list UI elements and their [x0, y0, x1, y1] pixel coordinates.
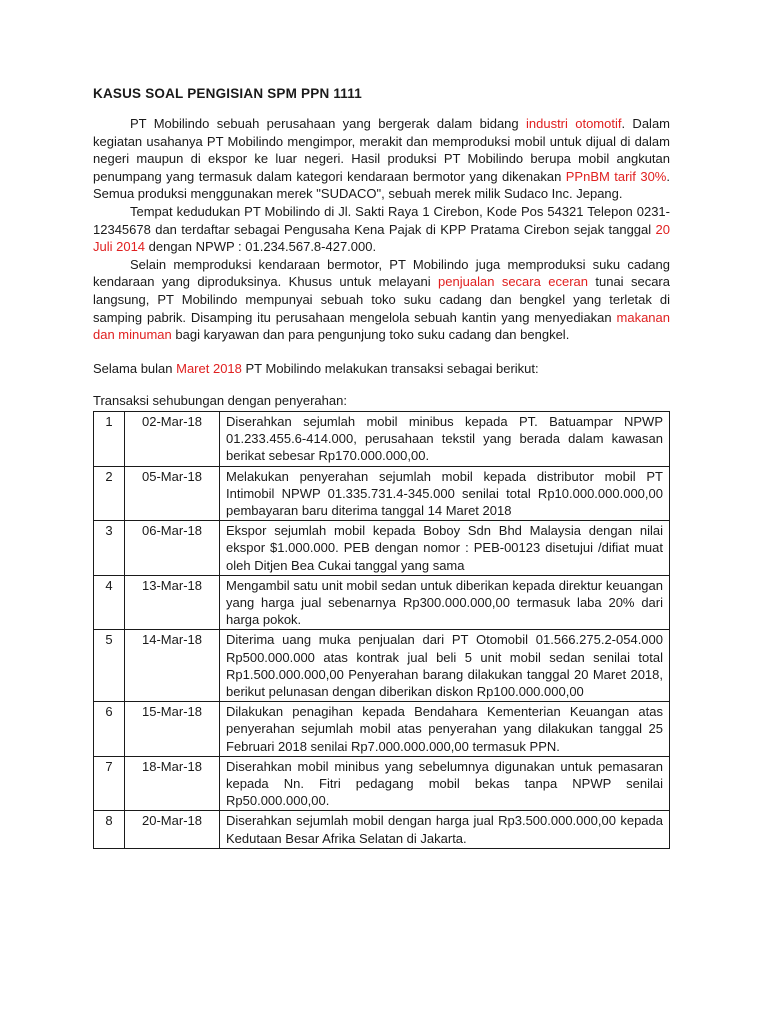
- text-segment: Selama bulan: [93, 360, 177, 376]
- transaction-description-cell: Diserahkan sejumlah mobil minibus kepada PT. Batuampar NPWP 01.233.455.6-414.000, perusahaan tekstil yang berada dalam kawasan berikat sebesar Rp170.000.000,00.: [220, 411, 670, 466]
- text-segment: . Dalam kegiatan usahanya PT Mobilindo mengimpor, merakit dan memproduksi mobil untuk dijual di dalam negeri maupun di ekspor ke luar negeri. Hasil produksi PT Mobilindo berupa mobil angkutan penumpang yang termasuk dalam kategori kendaraan bermotor yang dikenakan: [93, 116, 670, 184]
- transaction-description-cell: Melakukan penyerahan sejumlah mobil kepada distributor mobil PT Intimobil NPWP 01.335.731.4-345.000 senilai total Rp10.000.000.000,00 pembayaran baru diterima tanggal 14 Maret 2018: [220, 466, 670, 521]
- highlight-industri-otomotif: industri otomotif: [525, 116, 622, 131]
- table-row: [94, 575, 670, 630]
- transaction-description-cell: Diserahkan mobil minibus yang sebelumnya digunakan untuk pemasaran kepada Nn. Fitri pedagang mobil bekas tanpa NPWP senilai Rp50.000.000,00.: [220, 756, 670, 811]
- table-caption: Transaksi sehubungan dengan penyerahan:: [93, 393, 347, 409]
- transactions-table: [93, 411, 670, 849]
- table-row: [94, 756, 670, 811]
- paragraph-spare-parts: [93, 256, 670, 344]
- text-segment: bagi karyawan dan para pengunjung toko suku cadang dan bengkel.: [171, 327, 570, 343]
- transaction-description-cell: Ekspor sejumlah mobil kepada Boboy Sdn Bhd Malaysia dengan nilai ekspor $1.000.000. PEB dengan nomor : PEB-00123 disetujui /difiat muat oleh Ditjen Bea Cukai tanggal yang sama: [220, 521, 670, 576]
- transaction-description-cell: Diserahkan sejumlah mobil dengan harga jual Rp3.500.000.000,00 kepada Kedutaan Besar Afrika Selatan di Jakarta.: [220, 811, 670, 848]
- transaction-number-cell: 4: [94, 575, 125, 630]
- text-segment: . Semua produksi menggunakan merek "SUDACO", sebuah merek milik Sudaco Inc. Jepang.: [93, 168, 670, 202]
- highlight-ppnbm-tarif: PPnBM tarif 30%: [565, 168, 667, 184]
- document-page: [93, 86, 670, 849]
- highlight-makanan-minuman: makanan dan minuman: [93, 309, 670, 343]
- transaction-date-cell: 18-Mar-18: [125, 756, 220, 811]
- transaction-description-cell: Diterima uang muka penjualan dari PT Otomobil 01.566.275.2-054.000 Rp500.000.000 atas kontrak jual beli 5 unit mobil sedan senilai total Rp1.500.000.000,00 Penyerahan barang dilakukan tanggal 20 Maret 2018, berikut pelunasan dengan diberikan diskon Rp100.000.000,00: [220, 630, 670, 702]
- paragraph-company-profile: [93, 115, 670, 203]
- transaction-number-cell: 6: [94, 702, 125, 757]
- transaction-date-cell: 20-Mar-18: [125, 811, 220, 848]
- text-segment: dengan NPWP : 01.234.567.8-427.000.: [145, 239, 377, 255]
- text-segment: Selain memproduksi kendaraan bermotor, PT Mobilindo juga memproduksi suku cadang kendaraan yang diproduksinya. Khusus untuk melayani: [93, 256, 670, 290]
- transaction-date-cell: 15-Mar-18: [125, 702, 220, 757]
- transaction-date-cell: 05-Mar-18: [125, 466, 220, 521]
- highlight-period: Maret 2018: [176, 360, 242, 376]
- transaction-description-cell: Dilakukan penagihan kepada Bendahara Kementerian Keuangan atas penyerahan sejumlah mobil atas penyerahan yang dilakukan tanggal 25 Februari 2018 senilai Rp7.000.000.000,00 termasuk PPN.: [220, 702, 670, 757]
- text-segment: PT Mobilindo sebuah perusahaan yang bergerak dalam bidang: [130, 116, 526, 131]
- text-segment: Tempat kedudukan PT Mobilindo di Jl. Sakti Raya 1 Cirebon, Kode Pos 54321 Telepon 0231-12345678 dan terdaftar sebagai Pengusaha Kena Pajak di KPP Pratama Cirebon sejak tanggal: [93, 203, 670, 237]
- transaction-number-cell: 3: [94, 521, 125, 576]
- transaction-date-cell: 13-Mar-18: [125, 575, 220, 630]
- transaction-number-cell: 1: [94, 411, 125, 466]
- table-row: [94, 702, 670, 757]
- transaction-description-cell: Mengambil satu unit mobil sedan untuk diberikan kepada direktur keuangan yang harga jual sebenarnya Rp300.000.000,00 termasuk laba 20% dari harga pokok.: [220, 575, 670, 630]
- highlight-pkp-date: 20 Juli 2014: [93, 221, 670, 255]
- transaction-number-cell: 7: [94, 756, 125, 811]
- transaction-date-cell: 14-Mar-18: [125, 630, 220, 702]
- transaction-date-cell: 02-Mar-18: [125, 411, 220, 466]
- transaction-number-cell: 2: [94, 466, 125, 521]
- paragraph-period: [93, 360, 670, 378]
- transaction-number-cell: 5: [94, 630, 125, 702]
- transaction-date-cell: 06-Mar-18: [125, 521, 220, 576]
- table-row: [94, 811, 670, 848]
- document-title: KASUS SOAL PENGISIAN SPM PPN 1111: [93, 86, 362, 101]
- paragraph-company-address: [93, 203, 670, 256]
- table-row: [94, 630, 670, 702]
- text-segment: tunai secara langsung, PT Mobilindo mempunyai sebuah toko suku cadang dan bengkel yang terletak di samping pabrik. Disamping itu perusahaan mengelola sebuah kantin yang menyediakan: [93, 274, 670, 325]
- table-row: [94, 411, 670, 466]
- text-segment: PT Mobilindo melakukan transaksi sebagai berikut:: [241, 360, 539, 376]
- transaction-number-cell: 8: [94, 811, 125, 848]
- table-row: [94, 521, 670, 576]
- table-row: [94, 466, 670, 521]
- highlight-penjualan-eceran: penjualan secara eceran: [438, 274, 588, 290]
